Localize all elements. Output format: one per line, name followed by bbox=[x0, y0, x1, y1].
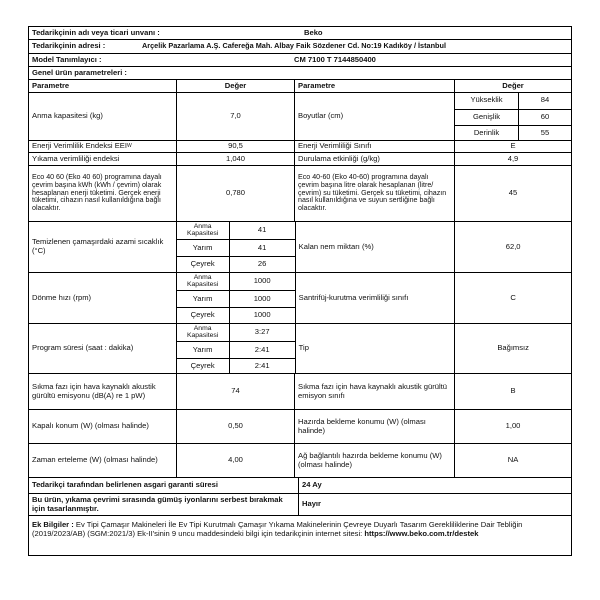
moisture-value: 62,0 bbox=[505, 241, 521, 251]
spin-class-value: C bbox=[510, 292, 516, 302]
energy-class-label: Enerji Verimliliği Sınıfı bbox=[295, 141, 455, 152]
spin-speed-half-value: 1000 bbox=[253, 293, 271, 303]
supplier-name-label: Tedarikçinin adı veya ticari unvanı : bbox=[32, 27, 160, 37]
dimensions-values bbox=[455, 93, 571, 140]
supplier-address-value: Arçelik Pazarlama A.Ş. Cafereğa Mah. Albay Faik Sözdener Cd. No:19 Kadıköy / İstanbul bbox=[142, 41, 446, 51]
model-row bbox=[28, 54, 572, 67]
duration-rated-label: Anma Kapasitesi bbox=[177, 324, 230, 341]
supplier-name-row bbox=[28, 26, 572, 40]
silver-ions-row bbox=[28, 494, 572, 516]
spin-speed-quarter-value: 1000 bbox=[253, 310, 271, 320]
table-row bbox=[28, 324, 572, 374]
networked-standby-label: Ağ bağlantılı hazırda bekleme konumu (W) (olması halinde) bbox=[295, 444, 455, 477]
noise-class-value: B bbox=[510, 386, 516, 396]
duration-half-value: 2:41 bbox=[254, 344, 270, 354]
capacity-value: 7,0 bbox=[177, 93, 295, 140]
table-row bbox=[28, 273, 572, 324]
guarantee-row bbox=[28, 478, 572, 494]
table-row bbox=[28, 93, 572, 141]
supplier-name-value: Beko bbox=[304, 27, 323, 37]
support-link[interactable]: https://www.beko.com.tr/destek bbox=[364, 529, 479, 539]
additional-info bbox=[29, 516, 571, 555]
duration-quarter-value: 2:41 bbox=[254, 360, 270, 370]
width-label: Genişlik bbox=[455, 110, 519, 126]
capacity-label: Anma kapasitesi (kg) bbox=[29, 93, 177, 140]
additional-info-text: Ev Tipi Çamaşır Makineleri İle Ev Tipi Kurutmalı Çamaşır Yıkama Makinelerinin Çevreye Duyarlı Tasarım Gerekliliklerine Dair Tebliğin (2019/2023/AB) (SGM:2021/3) Ek-II'sinin 9 uncu maddesindeki bilgi için tedarikçinin internet sitesi: bbox=[32, 520, 523, 539]
delay-start-value: 4,00 bbox=[177, 444, 295, 477]
duration-rated-value: 3:27 bbox=[254, 326, 270, 336]
value-header-2: Değer bbox=[502, 80, 524, 90]
height-value: 84 bbox=[540, 95, 550, 105]
max-temp-half-value: 41 bbox=[257, 242, 267, 252]
max-temp-rated-value: 41 bbox=[257, 224, 267, 234]
depth-label: Derinlik bbox=[455, 126, 519, 140]
max-temp-label: Temizlenen çamaşırdaki azami sıcaklık (°C) bbox=[29, 222, 177, 272]
max-temp-rated-label: Anma Kapasitesi bbox=[177, 222, 230, 239]
silver-ions-label: Bu ürün, yıkama çevrimi sırasında gümüş iyonlarını serbest bırakmak için tasarlanmıştır. bbox=[29, 494, 299, 515]
supplier-address-row bbox=[28, 40, 572, 54]
model-value: CM 7100 T 7144850400 bbox=[294, 54, 376, 64]
networked-standby-value: NA bbox=[507, 455, 519, 465]
spin-speed-rated-value: 1000 bbox=[253, 275, 271, 285]
table-row bbox=[28, 166, 572, 222]
silver-ions-value: Hayır bbox=[302, 499, 321, 509]
standby-value: 1,00 bbox=[505, 421, 521, 431]
table-row bbox=[28, 374, 572, 410]
rinsing-label: Durulama etkinliği (g/kg) bbox=[295, 153, 455, 165]
value-header: Değer bbox=[177, 80, 295, 92]
spin-speed-rated-label: Anma Kapasitesi bbox=[177, 273, 230, 290]
height-label: Yükseklik bbox=[455, 93, 519, 109]
max-temp-quarter-value: 26 bbox=[257, 259, 267, 269]
table-row bbox=[28, 153, 572, 166]
additional-info-title: Ek Bilgiler : bbox=[32, 520, 74, 529]
param-header: Parametre bbox=[29, 80, 177, 92]
type-value: Bağımsız bbox=[497, 343, 529, 353]
standby-label: Hazırda bekleme konumu (W) (olması halinde) bbox=[295, 410, 455, 443]
delay-start-label: Zaman erteleme (W) (olması halinde) bbox=[29, 444, 177, 477]
product-information-sheet bbox=[28, 26, 572, 556]
additional-info-row bbox=[28, 516, 572, 556]
duration-quarter-label: Çeyrek bbox=[177, 359, 230, 373]
noise-label: Sıkma fazı için hava kaynaklı akustik gürültü emisyonu (dB(A) re 1 pW) bbox=[29, 374, 177, 409]
table-row bbox=[28, 444, 572, 478]
general-parameters-title: Genel ürün parametreleri : bbox=[32, 67, 127, 77]
table-row bbox=[28, 410, 572, 444]
spin-speed-half-label: Yarım bbox=[177, 291, 230, 308]
noise-class-label: Sıkma fazı için hava kaynaklı akustik gürültü emisyon sınıfı bbox=[295, 374, 455, 409]
param-header-2: Parametre bbox=[295, 80, 455, 92]
rinsing-value: 4,9 bbox=[507, 153, 519, 163]
table-row bbox=[28, 222, 572, 273]
eei-value: 90,5 bbox=[177, 141, 295, 152]
off-mode-label: Kapalı konum (W) (olması halinde) bbox=[29, 410, 177, 443]
dimensions-label: Boyutlar (cm) bbox=[295, 93, 455, 140]
width-value: 60 bbox=[540, 112, 550, 122]
washing-efficiency-value: 1,040 bbox=[177, 153, 295, 165]
water-consumption-label: Eco 40-60 (Eko 40-60) programına dayalı çevrim başına litre olarak hesaplanan (litre/çevrim) su tüketimi. Gerçek su tüketimi, cihazın nasıl kullanıldığına ve suyun sertliğine bağlı olacaktır. bbox=[295, 166, 455, 221]
water-consumption-value: 45 bbox=[508, 188, 518, 198]
max-temp-quarter-label: Çeyrek bbox=[177, 257, 230, 272]
spin-class-label: Santrifüj-kurutma verimliliği sınıfı bbox=[296, 273, 456, 323]
type-label: Tip bbox=[296, 324, 456, 373]
moisture-label: Kalan nem miktarı (%) bbox=[296, 222, 456, 272]
table-header-row bbox=[28, 80, 572, 93]
duration-label: Program süresi (saat : dakika) bbox=[29, 324, 177, 373]
washing-efficiency-label: Yıkama verimliliği endeksi bbox=[29, 153, 177, 165]
table-row bbox=[28, 141, 572, 153]
general-parameters-header bbox=[28, 67, 572, 80]
duration-half-label: Yarım bbox=[177, 342, 230, 359]
depth-value: 55 bbox=[540, 127, 550, 137]
spin-speed-quarter-label: Çeyrek bbox=[177, 308, 230, 323]
energy-consumption-value: 0,780 bbox=[177, 166, 295, 221]
model-label: Model Tanımlayıcı : bbox=[32, 54, 102, 64]
energy-class-value: E bbox=[510, 141, 516, 151]
guarantee-label: Tedarikçi tarafından belirlenen asgari garanti süresi bbox=[29, 478, 299, 493]
max-temp-half-label: Yarım bbox=[177, 240, 230, 257]
eei-label: Enerji Verimlilik Endeksi EEI W bbox=[29, 141, 177, 152]
off-mode-value: 0,50 bbox=[177, 410, 295, 443]
supplier-address-label: Tedarikçinin adresi : bbox=[32, 41, 106, 51]
guarantee-value: 24 Ay bbox=[302, 480, 322, 490]
energy-consumption-label: Eco 40 60 (Eko 40 60) programına dayalı çevrim başına kWh (kWh / çevrim) olarak hesaplanan enerji tüketimi. Gerçek enerji tüketimi, cihazın nasıl kullanıldığına bağlı olacaktır. bbox=[29, 166, 177, 221]
noise-value: 74 bbox=[177, 374, 295, 409]
spin-speed-label: Dönme hızı (rpm) bbox=[29, 273, 177, 323]
